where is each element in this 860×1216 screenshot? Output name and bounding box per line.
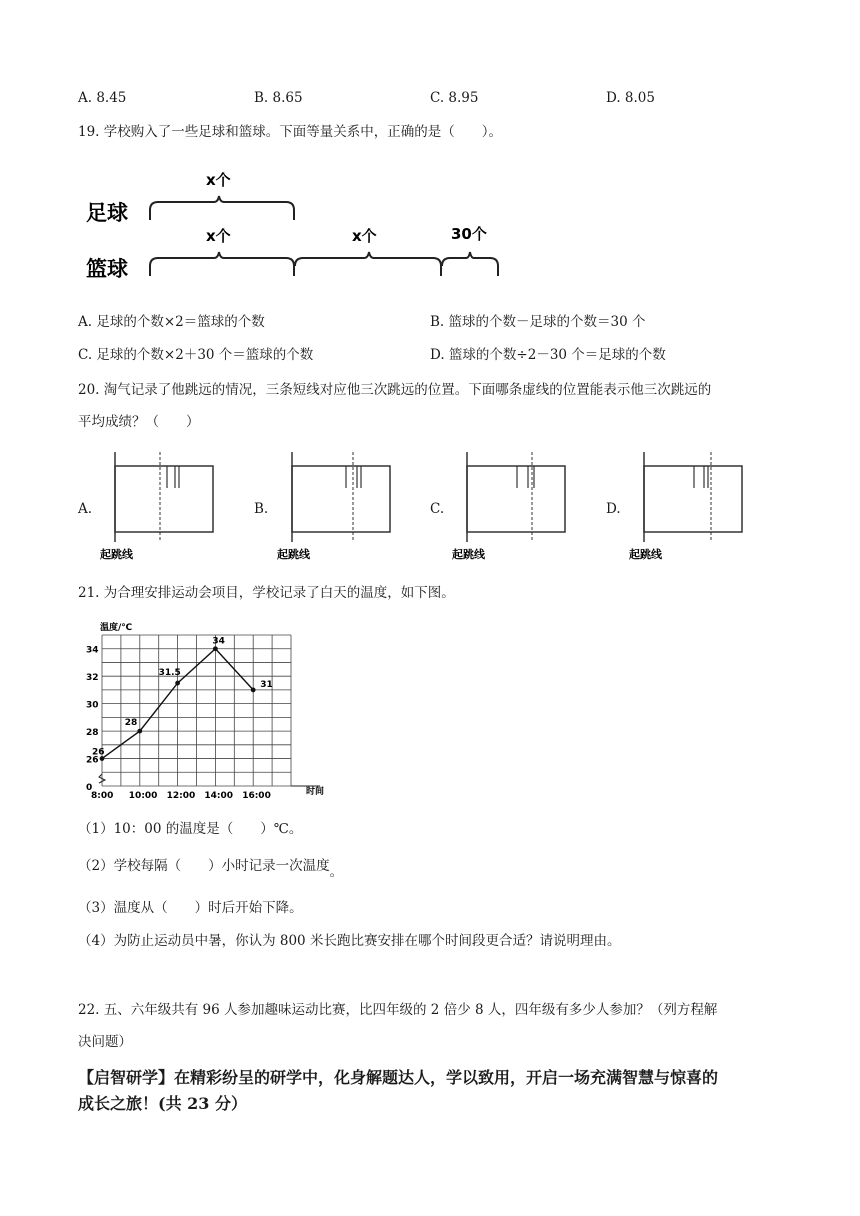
- chart-x-axis-label: 时间: [306, 787, 325, 797]
- basketball-label: 篮球: [86, 257, 128, 281]
- basketball-30-label: 30个: [451, 225, 487, 243]
- q18-option-a: A. 8.45: [78, 90, 127, 106]
- q20-figure-a: [98, 450, 223, 565]
- q20-figure-c: [450, 450, 575, 565]
- x-tick-label: 10:00: [128, 791, 158, 801]
- y-tick-label: 32: [86, 673, 99, 684]
- q19-option-a: A. 足球的个数×2＝篮球的个数: [78, 314, 265, 330]
- q19-option-d: D. 篮球的个数÷2－30 个＝足球的个数: [430, 347, 666, 363]
- q21-sub3: （3）温度从（ ）时后开始下降。: [78, 900, 303, 916]
- q18-option-d: D. 8.05: [606, 90, 655, 106]
- data-point: [137, 729, 142, 734]
- q20-option-c-letter: C.: [430, 501, 445, 517]
- data-label: 31: [260, 679, 273, 690]
- y-tick-label: 34: [86, 645, 99, 656]
- data-label: 31.5: [158, 668, 181, 679]
- y-tick-label: 30: [86, 700, 99, 711]
- chart-y-axis-label: 温度/℃: [100, 623, 133, 633]
- figure-b-start-line-label: 起跳线: [277, 548, 310, 561]
- basketball-brace-3: [442, 252, 498, 276]
- x-tick-label: 12:00: [166, 791, 196, 801]
- q19-option-c: C. 足球的个数×2＋30 个＝篮球的个数: [78, 347, 314, 363]
- x-tick-label: 8:00: [91, 791, 114, 801]
- q18-option-b: B. 8.65: [254, 90, 303, 106]
- q19-option-b: B. 篮球的个数－足球的个数＝30 个: [430, 314, 646, 330]
- data-label: 28: [124, 718, 138, 729]
- figure-c-start-line-label: 起跳线: [452, 548, 485, 561]
- temperature-line-chart: [84, 618, 334, 803]
- q19-stem: 19. 学校购入了一些足球和篮球。下面等量关系中，正确的是（ ）。: [78, 124, 503, 140]
- basketball-x-label-2: x个: [352, 227, 377, 245]
- figure-d-start-line-label: 起跳线: [629, 548, 662, 561]
- section-heading-line1: 【启智研学】在精彩纷呈的研学中，化身解题达人，学以致用，开启一场充满智慧与惊喜的: [78, 1068, 719, 1087]
- q20-option-b-letter: B.: [254, 501, 269, 517]
- q20-stem-line2: 平均成绩？（ ）: [78, 414, 200, 430]
- q19-line-segment-diagram: [78, 158, 508, 288]
- q18-option-c: C. 8.95: [430, 90, 479, 106]
- q21-stem: 21. 为合理安排运动会项目，学校记录了白天的温度，如下图。: [78, 585, 455, 601]
- basketball-x-label-1: x个: [206, 227, 231, 245]
- football-brace: [150, 196, 294, 220]
- q22-line2: 决问题）: [78, 1034, 132, 1050]
- basketball-brace-2: [295, 252, 441, 276]
- q21-sub2: [78, 857, 344, 880]
- basketball-brace-1: [150, 252, 294, 276]
- data-label: 34: [212, 636, 225, 647]
- data-point: [213, 646, 218, 651]
- data-point: [251, 688, 256, 693]
- data-label: 26: [92, 747, 105, 758]
- y-tick-label: 28: [86, 728, 99, 739]
- q20-stem-line1: 20. 淘气记录了他跳远的情况，三条短线对应他三次跳远的位置。下面哪条虚线的位置能表示他三次跳远的: [78, 382, 712, 398]
- football-label: 足球: [86, 201, 128, 225]
- section-heading-line2: 成长之旅！(共 23 分）: [78, 1094, 247, 1113]
- y-tick-label: 0: [86, 783, 93, 793]
- x-tick-label: 14:00: [204, 791, 234, 801]
- figure-a-start-line-label: 起跳线: [100, 548, 133, 561]
- q21-sub2-tail: 。: [329, 864, 344, 880]
- q21-sub1: （1）10：00 的温度是（ ）℃。: [78, 821, 303, 837]
- q22-line1: 22. 五、六年级共有 96 人参加趣味运动比赛，比四年级的 2 倍少 8 人，四年级有多少人参加？（列方程解: [78, 1002, 718, 1018]
- q20-option-d-letter: D.: [606, 501, 621, 517]
- q21-sub2-text: （2）学校每隔（ ）小时记录一次温度: [78, 858, 330, 874]
- q20-figure-b: [275, 450, 400, 565]
- x-tick-label: 16:00: [242, 791, 271, 801]
- q21-sub4: （4）为防止运动员中暑，你认为 800 米长跑比赛安排在哪个时间段更合适？请说明理由。: [78, 933, 621, 949]
- football-x-label: x个: [206, 171, 231, 189]
- q20-figure-d: [627, 450, 752, 565]
- y-tick-label: 26: [86, 755, 99, 766]
- q20-option-a-letter: A.: [78, 501, 93, 517]
- data-point: [175, 681, 180, 686]
